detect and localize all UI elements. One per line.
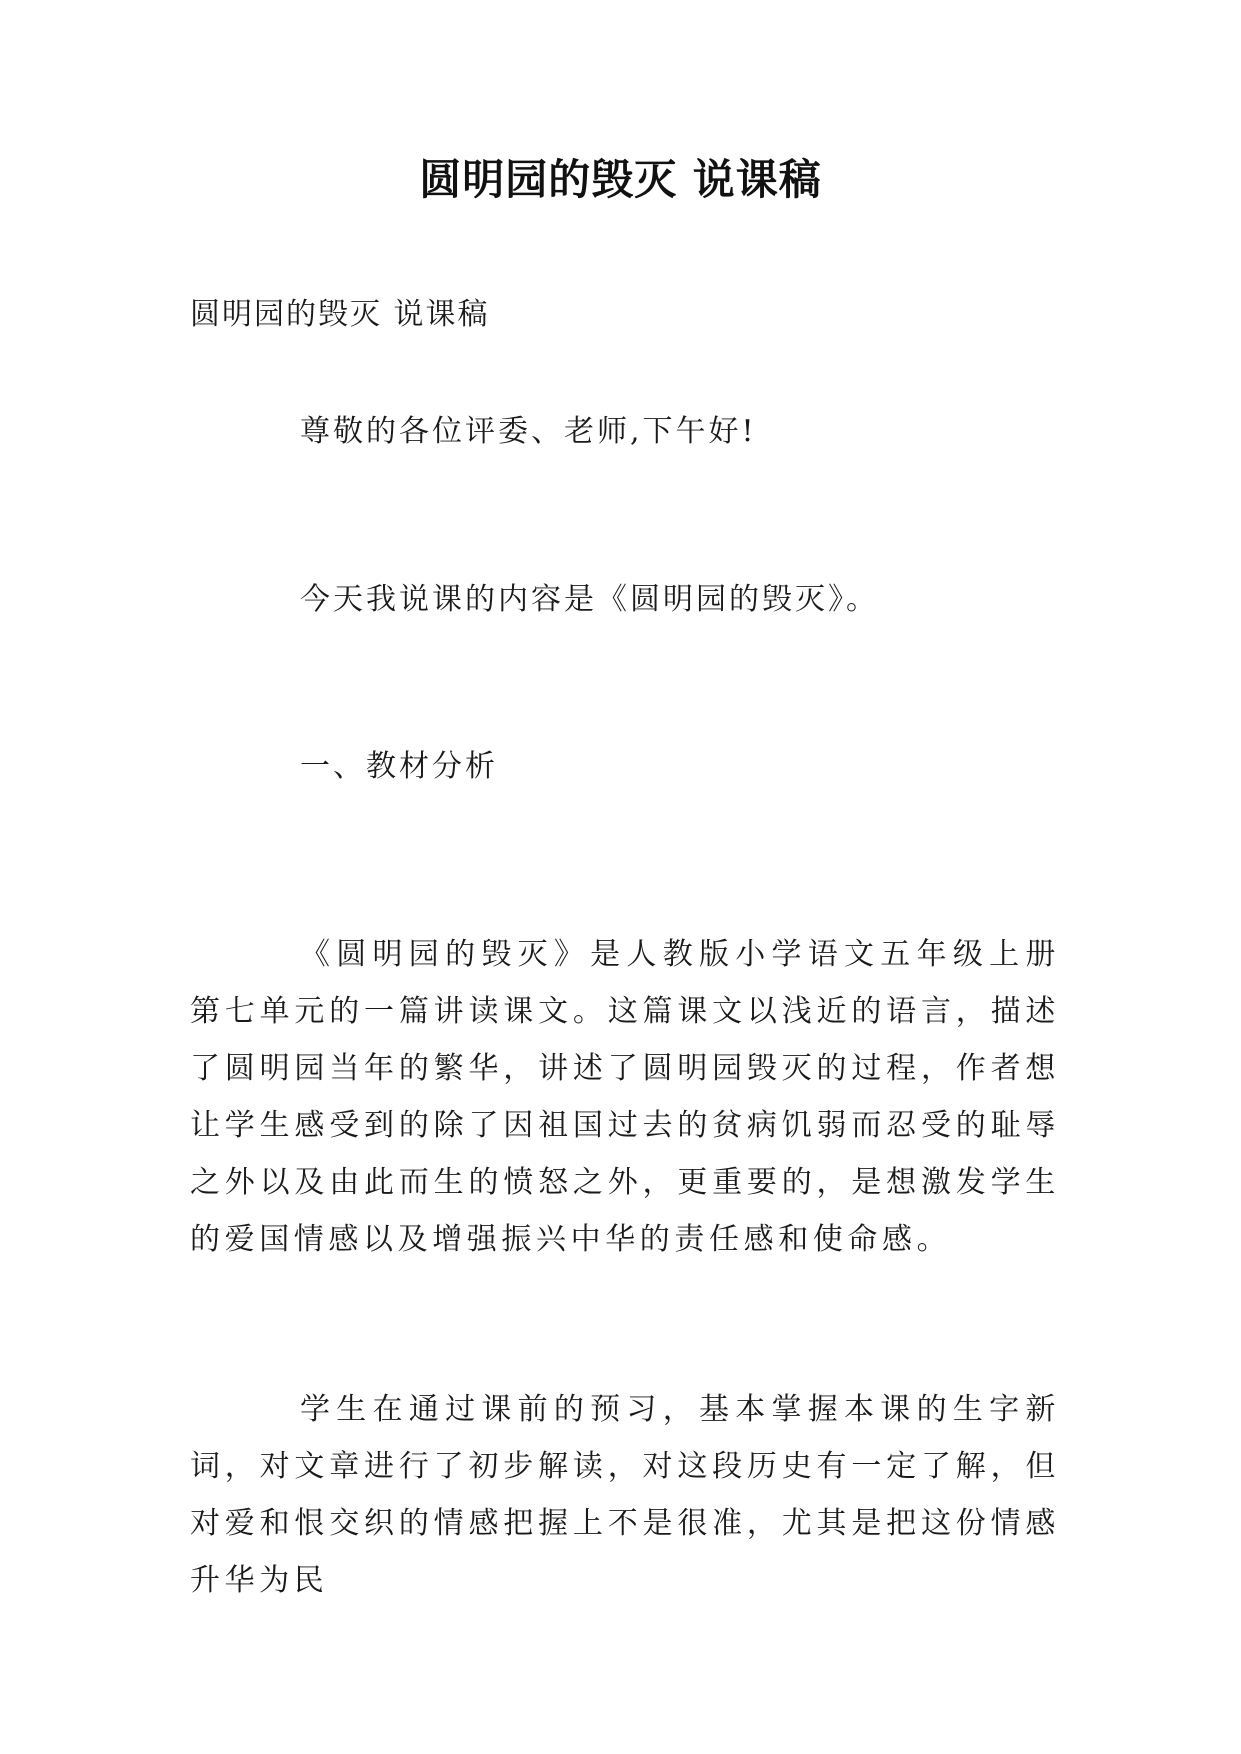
intro-line: 今天我说课的内容是《圆明园的毁灭》。 bbox=[300, 582, 879, 617]
paragraph-textbook-analysis: 《圆明园的毁灭》是人教版小学语文五年级上册第七单元的一篇讲读课文。这篇课文以浅近的语言，描述了圆明园当年的繁华，讲述了圆明园毁灭的过程，作者想让学生感受到的除了因祖国过去的贫病饥弱而忍受的耻辱之外以及由此而生的愤怒之外，更重要的，是想激发学生的爱国情感以及增强振兴中华的责任感和使命感。 bbox=[190, 937, 1060, 1257]
section-heading: 一、教材分析 bbox=[300, 749, 498, 784]
paragraph-student-analysis: 学生在通过课前的预习，基本掌握本课的生字新词，对文章进行了初步解读，对这段历史有一定了解，但对爱和恨交织的情感把握上不是很准，尤其是把这份情感升华为民 bbox=[190, 1392, 1060, 1598]
greeting-line: 尊敬的各位评委、老师,下午好! bbox=[300, 414, 757, 449]
document-title: 圆明园的毁灭 说课稿 bbox=[419, 155, 822, 204]
document-subtitle: 圆明园的毁灭 说课稿 bbox=[190, 297, 490, 332]
